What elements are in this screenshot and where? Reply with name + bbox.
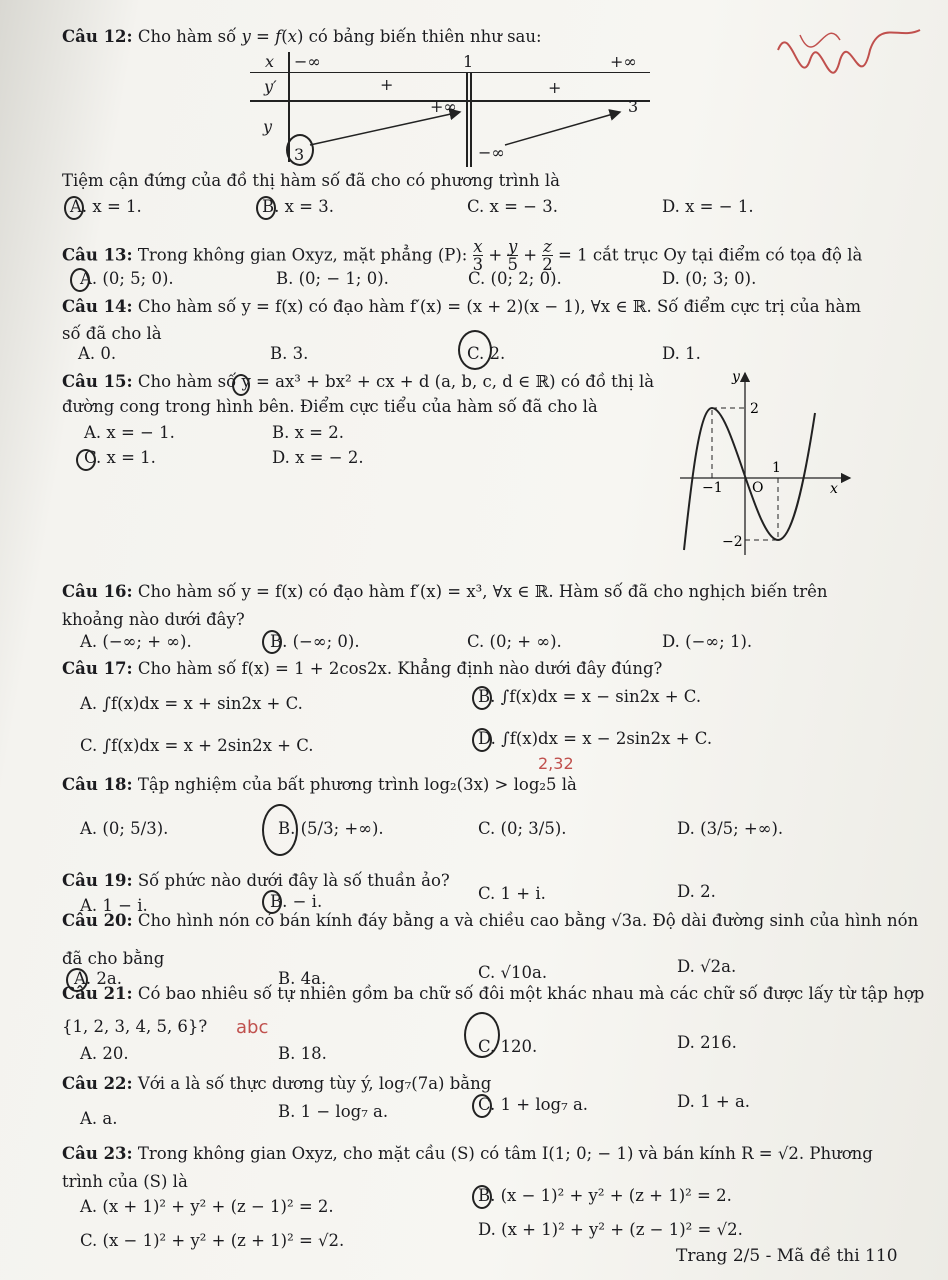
q21-option-c: C. 120.	[478, 1037, 538, 1056]
q22-line1: Câu 22: Với a là số thực dương tùy ý, log₇(7a) bằng	[62, 1074, 492, 1093]
q23-option-a: A. (x + 1)² + y² + (z − 1)² = 2.	[80, 1197, 334, 1216]
q15-option-c: C. x = 1.	[84, 448, 156, 467]
q18-option-d: D. (3/5; +∞).	[677, 819, 784, 838]
q16-option-b: B. (−∞; 0).	[270, 632, 360, 651]
q13-option-b: B. (0; − 1; 0).	[276, 269, 389, 288]
cubic-graph	[670, 365, 860, 560]
q13-option-c: C. (0; 2; 0).	[468, 269, 562, 288]
q22-option-b: B. 1 − log₇ a.	[278, 1102, 389, 1121]
pen-circle-icon	[472, 1185, 492, 1209]
q14-option-c: C. 2.	[467, 344, 506, 363]
pen-scribble-icon	[770, 10, 940, 105]
pen-circle-icon	[286, 134, 314, 166]
page-footer: Trang 2/5 - Mã đề thi 110	[676, 1246, 898, 1266]
q20-option-b: B. 4a.	[278, 969, 327, 988]
q13-option-a: A. (0; 5; 0).	[80, 269, 174, 288]
q16-option-d: D. (−∞; 1).	[662, 632, 753, 651]
svg-text:x: x	[830, 481, 838, 497]
q21-option-b: B. 18.	[278, 1044, 327, 1063]
pen-circle-icon	[472, 1094, 492, 1118]
q18-option-a: A. (0; 5/3).	[80, 819, 169, 838]
q17-option-d: D. ∫f(x)dx = x − 2sin2x + C.	[478, 729, 713, 748]
q21-line1: Câu 21: Có bao nhiêu số tự nhiên gồm ba chữ số đôi một khác nhau mà các chữ số được lấy từ tập hợp	[62, 984, 925, 1003]
q18-option-c: C. (0; 3/5).	[478, 819, 567, 838]
q18-option-b: B. (5/3; +∞).	[278, 819, 384, 838]
q22-option-a: A. a.	[80, 1109, 118, 1128]
q19-line1: Câu 19: Số phức nào dưới đây là số thuần ảo?	[62, 871, 450, 890]
pen-circle-icon	[472, 728, 492, 752]
q14-option-b: B. 3.	[270, 344, 309, 363]
q12-stem: Câu 12: Cho hàm số y = f(x) có bảng biến thiên như sau:	[62, 27, 542, 46]
q16-option-a: A. (−∞; + ∞).	[80, 632, 192, 651]
q13-stem: Câu 13: Trong không gian Oxyz, mặt phẳng (P): $\frac{x}{3}$ + $\frac{y}{5}$ + $\frac{z}{2}$ = 1 cắt trục Oy tại điểm có tọa độ là	[62, 237, 863, 275]
q23-line2: trình của (S) là	[62, 1172, 188, 1191]
pen-circle-icon	[70, 268, 90, 292]
q19-option-c: C. 1 + i.	[478, 884, 546, 903]
q15-option-b: B. x = 2.	[272, 423, 344, 442]
q21-line2: {1, 2, 3, 4, 5, 6}?	[62, 1017, 208, 1036]
q14-option-d: D. 1.	[662, 344, 701, 363]
q19-option-b: B. − i.	[270, 892, 323, 911]
q20-line2: đã cho bằng	[62, 949, 165, 968]
q17-option-a: A. ∫f(x)dx = x + sin2x + C.	[80, 694, 303, 713]
q12-question: Tiệm cận đứng của đồ thị hàm số đã cho có phương trình là	[62, 171, 561, 190]
pen-circle-icon	[464, 1012, 500, 1058]
q14-line2: số đã cho là	[62, 324, 162, 343]
q16-line2: khoảng nào dưới đây?	[62, 610, 245, 629]
q13-option-d: D. (0; 3; 0).	[662, 269, 757, 288]
q16-line1: Câu 16: Cho hàm số y = f(x) có đạo hàm f′(x) = x³, ∀x ∈ ℝ. Hàm số đã cho nghịch biến trên	[62, 582, 828, 601]
q18-line1: Câu 18: Tập nghiệm của bất phương trình log₂(3x) > log₂5 là	[62, 775, 577, 794]
q15-option-a: A. x = − 1.	[84, 423, 175, 442]
q23-line1: Câu 23: Trong không gian Oxyz, cho mặt cầu (S) có tâm I(1; 0; − 1) và bán kính R = √2. Phương	[62, 1144, 873, 1163]
q12-option-d: D. x = − 1.	[662, 197, 754, 216]
exam-page: Câu 12: Cho hàm số y = f(x) có bảng biến thiên như sau: x −∞ 1 +∞ y′ + + y +∞ 3 −∞ 3 Tiệm cận đứng của đồ thị hàm số đã cho có phương trình là A. x = 1. B. x = 3. C. x = − 3. D. x = − 1. Câu 13: Trong không gian Oxyz, mặt phẳng (P): $\frac{x}{3}$ + $\frac{y}{5}$ + $\frac{z}{2}$ = 1 cắt trục Oy tại điểm có tọa độ là A. (0; 5; 0). B. (0; − 1; 0). C. (0; 2; 0). D. (0; 3; 0). Câu 14: Cho hàm số y = f(x) có đạo hàm f′(x) = (x + 2)(x − 1), ∀x ∈ ℝ. Số điểm cực trị của hàm số đã cho là A. 0. B. 3. C. 2. D. 1. Câu 15: Cho hàm số y = ax³ + bx² + cx + d (a, b, c, d ∈ ℝ) có đồ thị là đường cong trong hình bên. Điểm cực tiểu của hàm số đã cho là A. x = − 1. B. x = 2. C. x = 1. D. x = − 2. y x O 2 1 −1 −2 Câu 16: Cho hàm số y = f(x) có đạo hàm f′(x) = x³, ∀x ∈ ℝ. Hàm số đã cho nghịch biến trên khoảng nào dưới đây? A. (−∞; + ∞). B. (−∞; 0). C. (0; + ∞). D. (−∞; 1). Câu 17: Cho hàm số f(x) = 1 + 2cos2x. Khẳng định nào dưới đây đúng? A. ∫f(x)dx = x + sin2x + C. B. ∫f(x)dx = x − sin2x + C. C. ∫f(x)dx = x + 2sin2x + C. D. ∫f(x)dx = x − 2sin2x + C. 2,32 Câu 18: Tập nghiệm của bất phương trình log₂(3x) > log₂5 là A. (0; 5/3). B. (5/3; +∞). C. (0; 3/5). D. (3/5; +∞). Câu 19: Số phức nào dưới đây là số thuần ảo? A. 1 − i. B. − i. C. 1 + i. D. 2. Câu 20: Cho hình nón có bán kính đáy bằng a và chiều cao bằng √3a. Độ dài đường sinh của hình nón đã cho bằng A. 2a. B. 4a. C. √10a. D. √2a. Câu 21: Có bao nhiêu số tự nhiên gồm ba chữ số đôi một khác nhau mà các chữ số được lấy từ tập hợp {1, 2, 3, 4, 5, 6}? abc A. 20. B. 18. C. 120. D. 216. Câu 22: Với a là số thực dương tùy ý, log₇(7a) bằng A. a. B. 1 − log₇ a. C. 1 + log₇ a. D. 1 + a. Câu 23: Trong không gian Oxyz, cho mặt cầu (S) có tâm I(1; 0; − 1) và bán kính R = √2. Phương trình của (S) là A. (x + 1)² + y² + (z − 1)² = 2. B. (x − 1)² + y² + (z + 1)² = 2. C. (x − 1)² + y² + (z + 1)² = √2. D. (x + 1)² + y² + (z − 1)² = √2. Trang 2/5 - Mã đề thi 110	[0, 0, 948, 1280]
pen-note: abc	[236, 1017, 269, 1038]
q20-option-a: A. 2a.	[74, 969, 122, 988]
q23-option-b: B. (x − 1)² + y² + (z + 1)² = 2.	[478, 1186, 732, 1205]
pen-circle-icon	[262, 630, 282, 654]
pen-circle-icon	[262, 804, 298, 856]
pen-circle-icon	[256, 196, 276, 220]
q15-line1: Câu 15: Cho hàm số y = ax³ + bx² + cx + d (a, b, c, d ∈ ℝ) có đồ thị là	[62, 372, 655, 391]
pen-circle-icon	[64, 196, 84, 220]
q21-option-d: D. 216.	[677, 1033, 737, 1052]
q19-option-d: D. 2.	[677, 882, 716, 901]
q15-option-d: D. x = − 2.	[272, 448, 364, 467]
svg-text:y: y	[732, 369, 740, 385]
q12-option-b: B. x = 3.	[262, 197, 334, 216]
variation-arrows-icon	[290, 100, 650, 160]
q19-option-a: A. 1 − i.	[80, 896, 148, 915]
q23-option-d: D. (x + 1)² + y² + (z − 1)² = √2.	[478, 1220, 743, 1239]
q20-option-d: D. √2a.	[677, 957, 737, 976]
pen-circle-icon	[232, 374, 250, 396]
pen-note: 2,32	[538, 754, 574, 773]
q22-option-c: C. 1 + log₇ a.	[478, 1095, 589, 1114]
q17-option-b: B. ∫f(x)dx = x − sin2x + C.	[478, 687, 702, 706]
q20-option-c: C. √10a.	[478, 963, 548, 982]
svg-text:1: 1	[772, 460, 781, 476]
q12-option-a: A. x = 1.	[70, 197, 142, 216]
q17-option-c: C. ∫f(x)dx = x + 2sin2x + C.	[80, 736, 314, 755]
q23-option-c: C. (x − 1)² + y² + (z + 1)² = √2.	[80, 1231, 345, 1250]
svg-text:O: O	[752, 480, 764, 496]
q20-line1: Câu 20: Cho hình nón có bán kính đáy bằng a và chiều cao bằng √3a. Độ dài đường sinh của hình nón	[62, 911, 919, 930]
pen-circle-icon	[76, 449, 96, 471]
pen-circle-icon	[472, 686, 492, 710]
q17-line1: Câu 17: Cho hàm số f(x) = 1 + 2cos2x. Khẳng định nào dưới đây đúng?	[62, 659, 663, 678]
q12-option-c: C. x = − 3.	[467, 197, 558, 216]
q15-line2: đường cong trong hình bên. Điểm cực tiểu của hàm số đã cho là	[62, 397, 598, 416]
q22-option-d: D. 1 + a.	[677, 1092, 751, 1111]
q16-option-c: C. (0; + ∞).	[467, 632, 562, 651]
q14-line1: Câu 14: Cho hàm số y = f(x) có đạo hàm f′(x) = (x + 2)(x − 1), ∀x ∈ ℝ. Số điểm cực trị của hàm	[62, 297, 861, 316]
q21-option-a: A. 20.	[80, 1044, 129, 1063]
q14-option-a: A. 0.	[78, 344, 117, 363]
pen-circle-icon	[458, 330, 492, 370]
svg-text:−2: −2	[722, 534, 743, 550]
svg-text:2: 2	[750, 401, 759, 417]
svg-text:−1: −1	[702, 480, 723, 496]
